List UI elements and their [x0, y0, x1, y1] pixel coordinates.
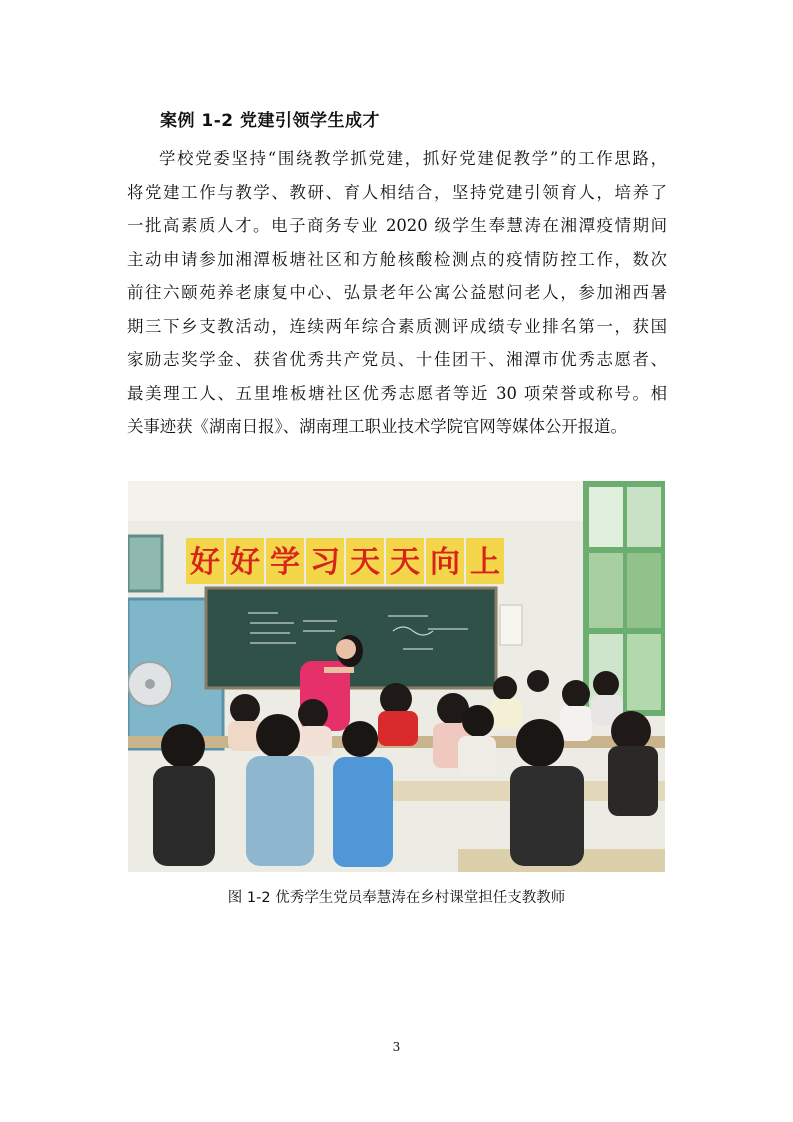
banner-character: 天 [350, 545, 380, 580]
classroom-photo [128, 481, 665, 872]
banner-character: 学 [270, 545, 300, 580]
paragraph-line: 主动申请参加湘潭板塘社区和方舱核酸检测点的疫情防控工作，数次 [127, 249, 667, 269]
banner-character: 好 [230, 545, 260, 580]
body-paragraph [127, 142, 667, 444]
paragraph-line: 前往六颐苑养老康复中心、弘景老年公寓公益慰问老人，参加湘西暑 [127, 283, 667, 302]
classroom-photo-illustration [128, 481, 665, 872]
figure-caption: 图 1-2 优秀学生党员奉慧涛在乡村课堂担任支教教师 [227, 890, 566, 906]
banner-character: 习 [310, 545, 340, 580]
banner-character: 向 [430, 545, 460, 580]
paragraph-line: 期三下乡支教活动，连续两年综合素质测评成绩专业排名第一，获国 [127, 316, 667, 336]
paragraph-line: 家励志奖学金、获省优秀共产党员、十佳团干、湘潭市优秀志愿者、 [127, 350, 667, 369]
paragraph-line: 关事迹获《湖南日报》、湖南理工职业技术学院官网等媒体公开报道。 [127, 417, 627, 436]
banner-character: 好 [190, 545, 220, 580]
paragraph-line: 最美理工人、五里堆板塘社区优秀志愿者等近 30 项荣誉或称号。相 [127, 383, 667, 403]
paragraph-line: 学校党委坚持“围绕教学抓党建，抓好党建促教学”的工作思路， [159, 149, 667, 168]
section-heading: 案例 1-2 党建引领学生成才 [160, 111, 381, 131]
left-window [128, 536, 162, 591]
page-number: 3 [392, 1040, 401, 1054]
paragraph-line: 一批高素质人才。电子商务专业 2020 级学生奉慧涛在湘潭疫情期间 [127, 216, 667, 235]
paragraph-line: 将党建工作与教学、教研、育人相结合，坚持党建引领育人，培养了 [127, 182, 667, 202]
banner-character: 上 [470, 545, 500, 580]
banner-character: 天 [390, 545, 420, 580]
